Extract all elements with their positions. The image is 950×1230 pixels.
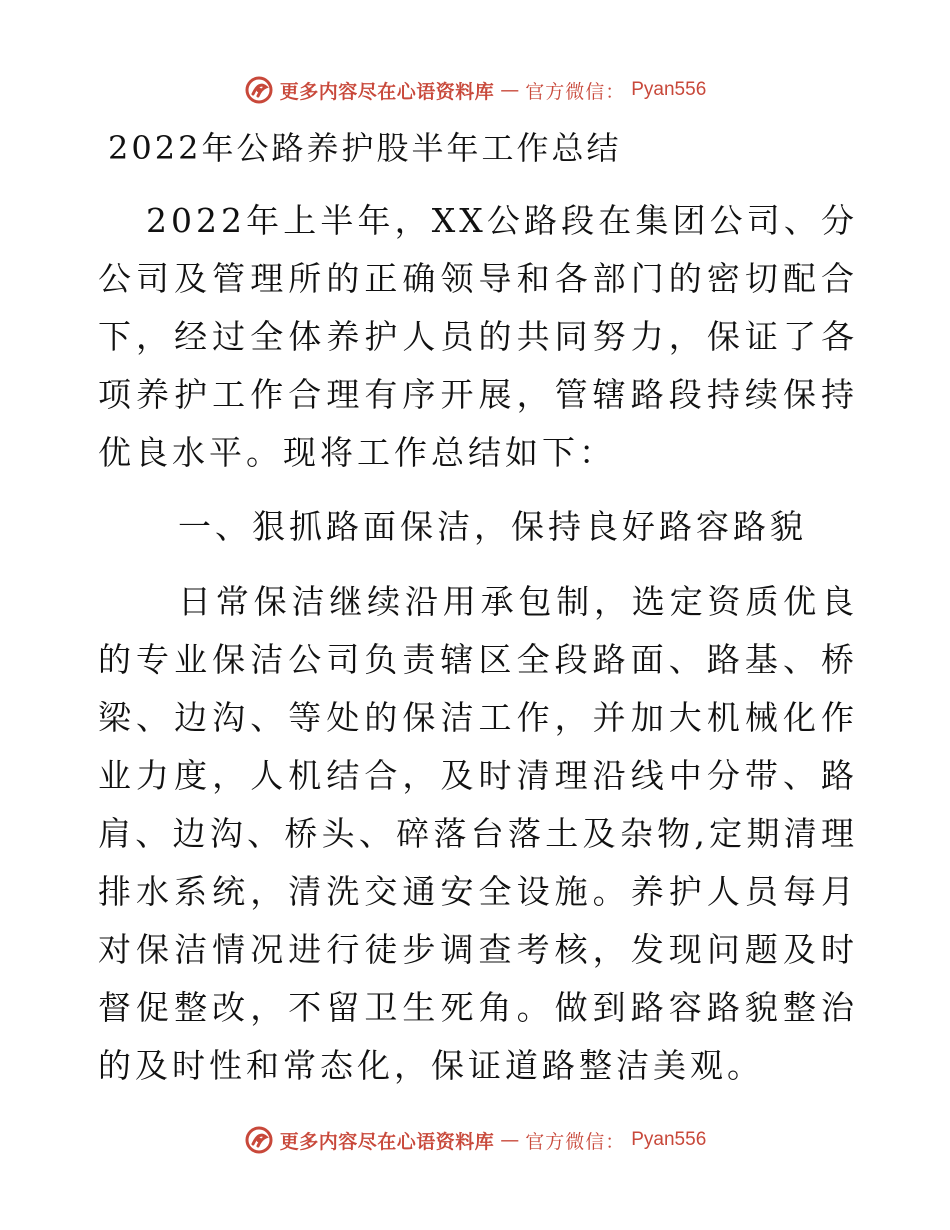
watermark-wechat-id: Pyan556 (631, 1129, 707, 1150)
watermark-official-label: 官方微信： (525, 80, 626, 103)
header-watermark (0, 70, 950, 110)
watermark-separator: — (500, 1129, 520, 1151)
footer-watermark (0, 1120, 950, 1160)
section-1-body: 日常保洁继续沿用承包制，选定资质优良的专业保洁公司负责辖区全段路面、路基、桥梁、边沟、等处的保洁工作，并加大机械化作业力度，人机结合，及时清理沿线中分带、路肩、边沟、桥头、碎落台落土及杂物,定期清理排水系统，清洗交通安全设施。养护人员每月对保洁情况进行徒步调查考核，发现问题及时督促整改，不留卫生死角。做到路容路貌整治的及时性和常态化，保证道路整洁美观。 (98, 582, 858, 1085)
watermark-site-text: 更多内容尽在心语资料库 (279, 1130, 495, 1153)
intro-paragraph: 2022年上半年，XX公路段在集团公司、分公司及管理所的正确领导和各部门的密切配合下，经过全体养护人员的共同努力，保证了各项养护工作合理有序开展，管辖路段持续保持优良水平。现将工作总结如下： (98, 201, 858, 472)
red-swirl-logo-icon (244, 75, 274, 105)
document-title: 2022年公路养护股半年工作总结 (108, 129, 622, 167)
watermark-separator: — (500, 79, 520, 101)
watermark-site-text: 更多内容尽在心语资料库 (279, 80, 495, 103)
watermark-official-label: 官方微信： (525, 1130, 626, 1153)
red-swirl-logo-icon (244, 1125, 274, 1155)
section-1-heading: 一、狠抓路面保洁，保持良好路容路貌 (178, 507, 807, 546)
watermark-wechat-id: Pyan556 (631, 79, 707, 100)
